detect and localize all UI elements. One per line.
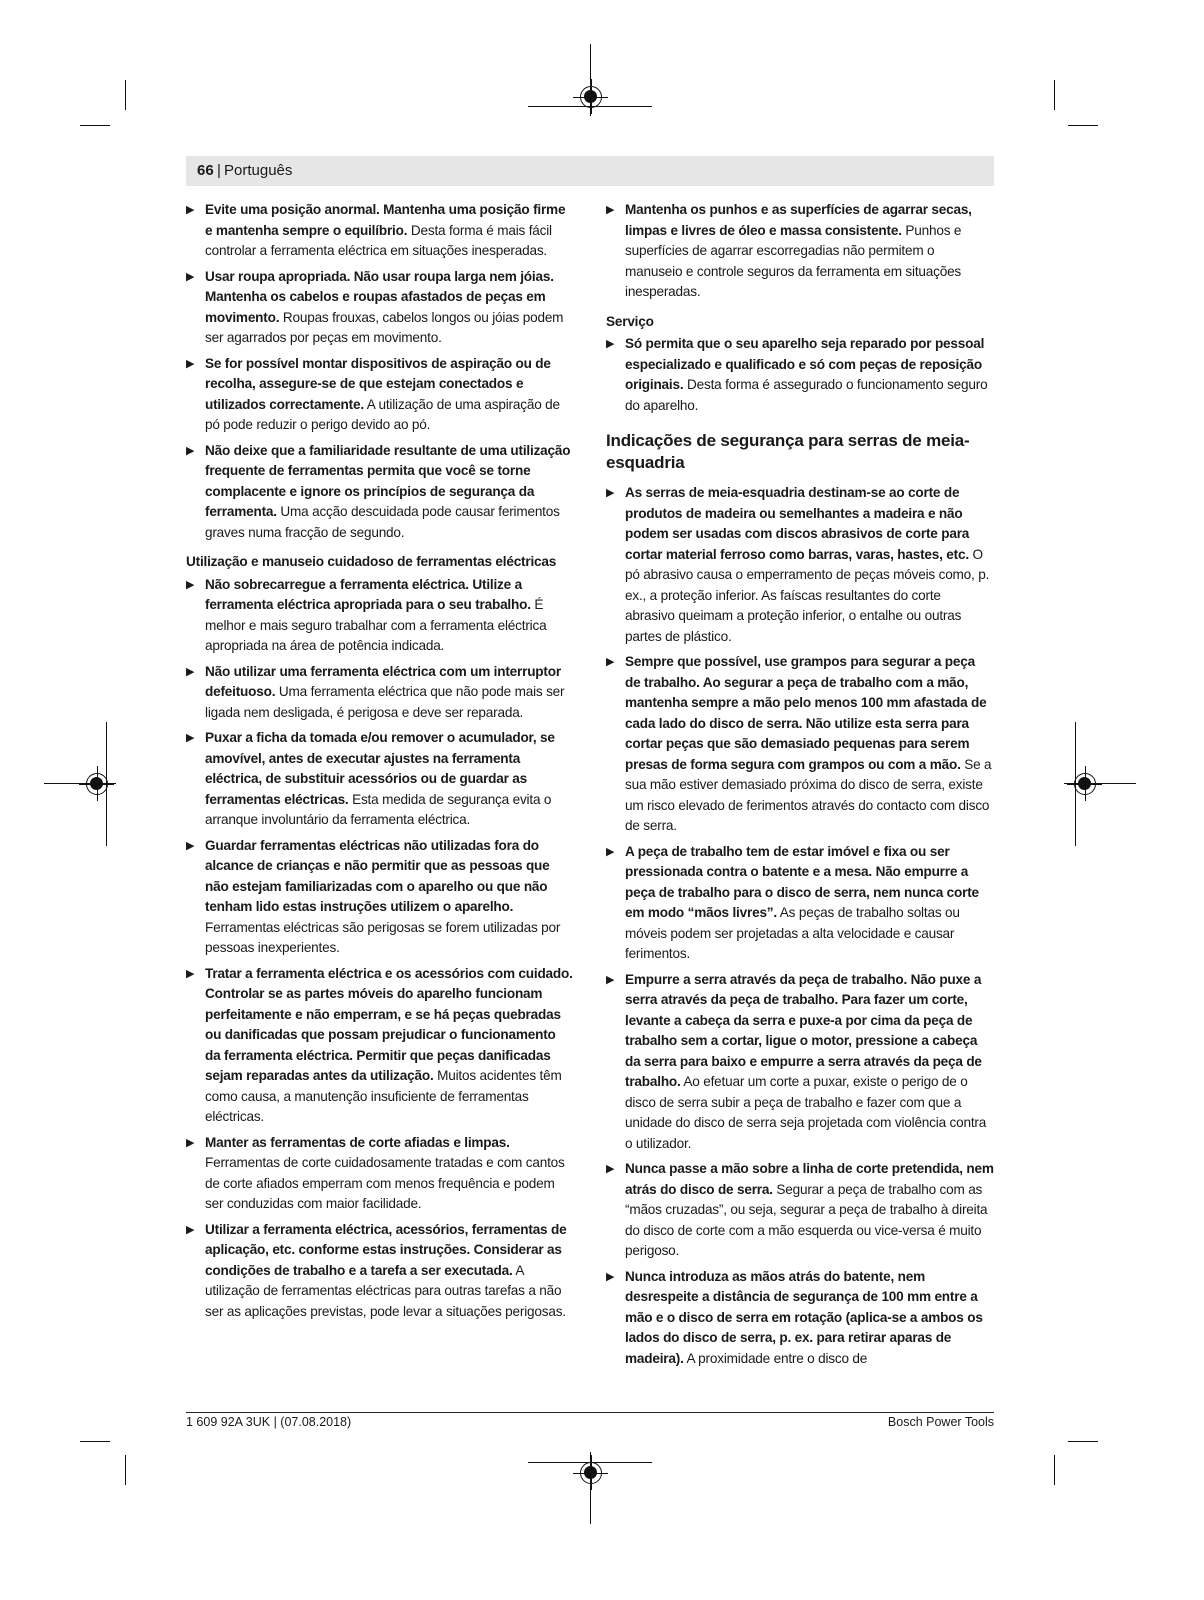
list-item: ▶ Mantenha os punhos e as superfícies de agarrar secas, limpas e livres de óleo e massa consistente. Punhos e superfícies de agarrar escorregadias não permitem o manuseio e controle seguros da ferramenta em situações inesperadas. <box>606 202 972 299</box>
list-item: ▶ Usar roupa apropriada. Não usar roupa larga nem jóias. Mantenha os cabelos e roupas afastados de peças em movimento. Roupas frouxas, cabelos longos ou jóias podem ser agarrados por peças em movimento. <box>186 268 564 345</box>
bullet-arrow-icon: ▶ <box>606 338 615 350</box>
bullet-arrow-icon: ▶ <box>606 487 615 499</box>
section-subheading: Serviço <box>606 313 654 329</box>
bullet-arrow-icon: ▶ <box>606 1270 615 1283</box>
bullet-arrow-icon: ▶ <box>186 270 195 283</box>
left-column <box>186 200 574 1327</box>
list-item: ▶ Se for possível montar dispositivos de aspiração ou de recolha, assegure-se de que estejam conectados e utilizados correctamente. A utilização de uma aspiração de pó pode reduzir o perigo devido ao pó. <box>186 355 560 432</box>
list-item: ▶ Manter as ferramentas de corte afiadas e limpas. Ferramentas de corte cuidadosamente tratadas e com cantos de corte afiados emperram com menos frequência e podem ser conduzidas com maior facilidade. <box>186 1134 565 1211</box>
crop-mark <box>1068 1441 1098 1442</box>
bullet-arrow-icon: ▶ <box>186 1136 195 1149</box>
crop-mark <box>1068 125 1098 126</box>
left-list-1 <box>186 200 574 543</box>
page-footer <box>186 1412 994 1429</box>
crop-mark <box>125 1455 126 1485</box>
bullet-arrow-icon: ▶ <box>606 204 615 216</box>
list-item: ▶ Não deixe que a familiaridade resultante de uma utilização frequente de ferramentas permita que você se torne complacente e ignore os princípios de segurança da ferramenta. Uma acção descuidada pode causar ferimentos graves numa fracção de segundo. <box>186 442 571 540</box>
registration-mark-icon <box>86 773 108 795</box>
registration-mark-icon <box>1074 773 1096 795</box>
list-item: ▶ Tratar a ferramenta eléctrica e os acessórios com cuidado. Controlar se as partes móveis do aparelho funcionam perfeitamente e não emperram, e se há peças quebradas ou danificadas que possam prejudicar o funcionamento da ferramenta eléctrica. Permitir que peças danificadas sejam reparadas antes da utilização. Muitos acidentes têm como causa, a manutenção insuficiente de ferramentas eléctricas. <box>186 965 573 1124</box>
bullet-arrow-icon: ▶ <box>186 665 195 678</box>
bullet-arrow-icon: ▶ <box>606 1163 615 1175</box>
list-item: ▶ Não sobrecarregue a ferramenta eléctrica. Utilize a ferramenta eléctrica apropriada para o seu trabalho. É melhor e mais seguro trabalhar com a ferramenta eléctrica apropriada na área de potência indicada. <box>186 576 547 653</box>
right-list-2 <box>606 334 994 416</box>
bullet-arrow-icon: ▶ <box>186 578 195 591</box>
bullet-arrow-icon: ▶ <box>186 204 195 216</box>
list-item: ▶ Sempre que possível, use grampos para segurar a peça de trabalho. Ao segurar a peça de trabalho com a mão, mantenha sempre a mão pelo menos 100 mm afastada de cada lado do disco de serra. Não utilize esta serra para cortar peças que são demasiado pequenas para serem presas de forma segura com grampos ou com a mão. Se a sua mão estiver demasiado próxima do disco de serra, existe um risco elevado de ferimentos através do contacto com disco de serra. <box>606 654 992 833</box>
crop-mark <box>80 125 110 126</box>
header-language: Português <box>224 162 293 179</box>
bullet-arrow-icon: ▶ <box>186 357 195 370</box>
section-subheading: Utilização e manuseio cuidadoso de ferramentas eléctricas <box>186 554 557 569</box>
crop-mark <box>1054 1455 1055 1485</box>
registration-mark-icon <box>580 86 602 108</box>
bullet-arrow-icon: ▶ <box>186 839 195 852</box>
left-list-2 <box>186 575 574 1323</box>
section-heading: Indicações de segurança para serras de meia-esquadria <box>606 431 970 472</box>
list-item: ▶ Nunca passe a mão sobre a linha de corte pretendida, nem atrás do disco de serra. Segurar a peça de trabalho com as “mãos cruzadas”, ou seja, segurar a peça de trabalho à direita do disco de corte com a mão esquerda ou vice-versa é muito perigoso. <box>606 1161 994 1258</box>
list-item: ▶ A peça de trabalho tem de estar imóvel e fixa ou ser pressionada contra o batente e a mesa. Não empurre a peça de trabalho para o disco de serra, nem nunca corte em modo “mãos livres”. As peças de trabalho soltas ou móveis podem ser projetadas a alta velocidade e causar ferimentos. <box>606 843 979 961</box>
page-header <box>186 156 994 186</box>
bullet-arrow-icon: ▶ <box>606 845 615 858</box>
registration-mark-icon <box>580 1462 602 1484</box>
crop-mark <box>125 80 126 110</box>
header-separator: | <box>217 162 221 179</box>
bullet-arrow-icon: ▶ <box>186 732 195 744</box>
crop-mark <box>1054 80 1055 110</box>
bullet-arrow-icon: ▶ <box>186 967 195 980</box>
list-item: ▶ Utilizar a ferramenta eléctrica, acessórios, ferramentas de aplicação, etc. conforme estas instruções. Considerar as condições de trabalho e a tarefa a ser executada. A utilização de ferramentas eléctricas para outras tarefas a não ser as aplicações previstas, pode levar a situações perigosas. <box>186 1221 567 1319</box>
list-item: ▶ Evite uma posição anormal. Mantenha uma posição firme e mantenha sempre o equilíbrio. Desta forma é mais fácil controlar a ferramenta eléctrica em situações inesperadas. <box>186 202 566 258</box>
list-item: ▶ Empurre a serra através da peça de trabalho. Não puxe a serra através da peça de trabalho. Para fazer um corte, levante a cabeça da serra e puxe-a por cima da peça de trabalho sem a cortar, ligue o motor, pressione a cabeça da serra para baixo e empurre a serra através da peça de trabalho. Ao efetuar um corte a puxar, existe o perigo de o disco de serra subir a peça de trabalho e fazer com que a unidade do disco de serra seja projetada com violência contra o utilizador. <box>606 971 987 1151</box>
list-item: ▶ Nunca introduza as mãos atrás do batente, nem desrespeite a distância de segurança de 100 mm entre a mão e o disco de serra em rotação (aplica-se a ambos os lados do disco de serra, p. ex. para retirar aparas de madeira). A proximidade entre o disco de <box>606 1268 983 1366</box>
brand-name: Bosch Power Tools <box>887 1415 994 1429</box>
list-item: ▶ Só permita que o seu aparelho seja reparado por pessoal especializado e qualificado e só com peças de reposição originais. Desta forma é assegurado o funcionamento seguro do aparelho. <box>606 336 988 413</box>
list-item: ▶ As serras de meia-esquadria destinam-se ao corte de produtos de madeira ou semelhantes a madeira e não podem ser usadas com discos abrasivos de corte para cortar material ferroso como barras, varas, hastes, etc. O pó abrasivo causa o emperramento de peças móveis como, p. ex., a proteção inferior. As faíscas resultantes do corte abrasivo queimam a proteção inferior, o entalhe ou outras partes de plástico. <box>606 485 990 644</box>
right-list-1 <box>606 200 994 303</box>
bullet-arrow-icon: ▶ <box>606 656 615 668</box>
list-item: ▶ Não utilizar uma ferramenta eléctrica com um interruptor defeituoso. Uma ferramenta eléctrica que não pode mais ser ligada nem desligada, é perigosa e deve ser reparada. <box>186 663 565 720</box>
list-item: ▶ Guardar ferramentas eléctricas não utilizadas fora do alcance de crianças e não permitir que as pessoas que não estejam familiarizadas com o aparelho ou que não tenham lido estas instruções utilizem o aparelho. Ferramentas eléctricas são perigosas se forem utilizadas por pessoas inexperientes. <box>186 837 561 955</box>
right-column <box>606 200 994 1374</box>
bullet-arrow-icon: ▶ <box>606 973 615 986</box>
crop-mark <box>80 1441 110 1442</box>
page-number: 66 <box>197 162 214 179</box>
document-code: 1 609 92A 3UK | (07.08.2018) <box>186 1415 352 1429</box>
list-item: ▶ Puxar a ficha da tomada e/ou remover o acumulador, se amovível, antes de executar ajustes na ferramenta eléctrica, de substituir acessórios ou de guardar as ferramentas eléctricas. Esta medida de segurança evita o arranque involuntário da ferramenta eléctrica. <box>186 730 555 827</box>
bullet-arrow-icon: ▶ <box>186 444 195 457</box>
right-list-3 <box>606 483 994 1369</box>
bullet-arrow-icon: ▶ <box>186 1223 195 1236</box>
